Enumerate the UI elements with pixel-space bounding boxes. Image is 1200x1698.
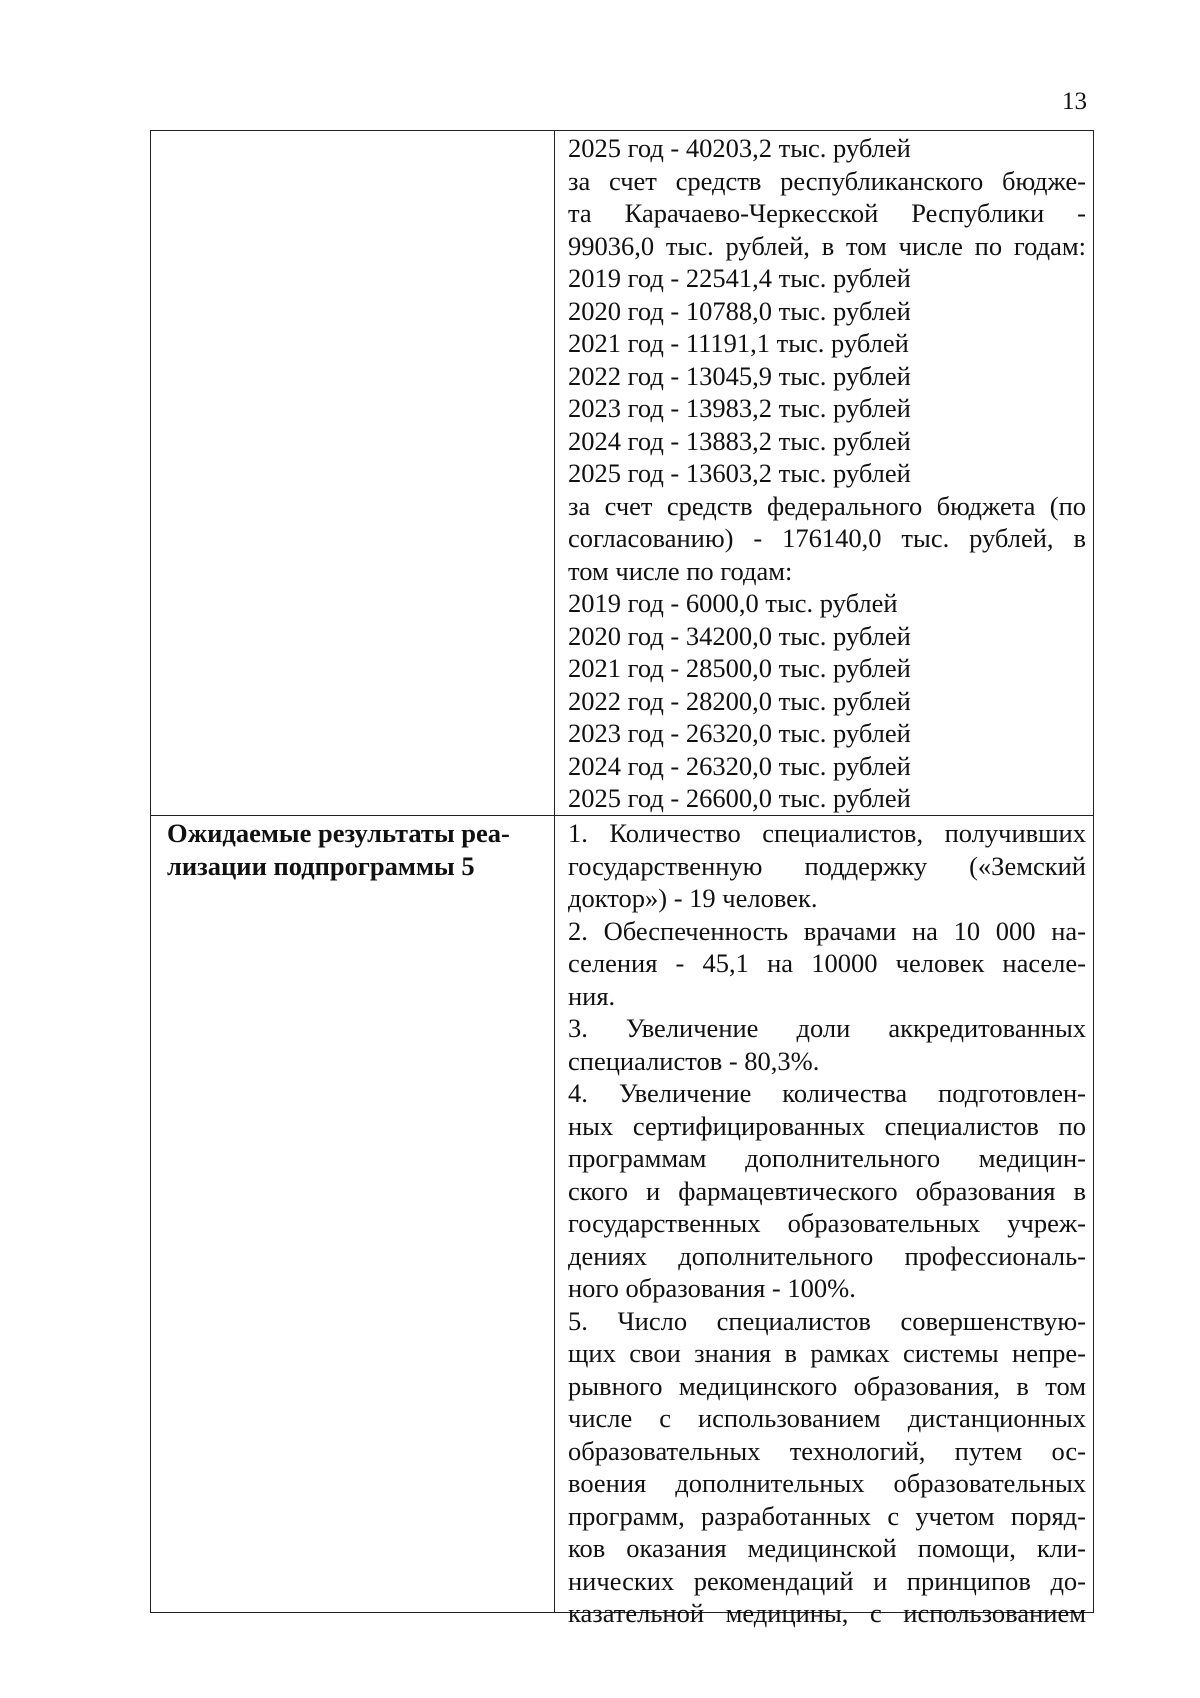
result-line: ского и фармацевтического образования в [568, 1175, 1086, 1206]
program-table [150, 130, 1094, 1628]
result-line: 4. Увеличение количества подготовлен- [568, 1078, 1086, 1108]
row-divider [151, 815, 1093, 816]
financing-line: 2024 год - 13883,2 тыс. рублей [568, 425, 911, 456]
financing-line: 2020 год - 10788,0 тыс. рублей [568, 295, 911, 326]
result-line: 1. Количество специалистов, получивших [568, 818, 1086, 848]
result-line: ных сертифицированных специалистов по [568, 1110, 1086, 1141]
result-line: специалистов - 80,3%. [568, 1045, 820, 1076]
financing-line: 2024 год - 26320,0 тыс. рублей [568, 750, 911, 781]
financing-line: 2025 год - 13603,2 тыс. рублей [568, 458, 911, 488]
financing-line: том числе по годам: [568, 555, 793, 586]
financing-line: 2021 год - 28500,0 тыс. рублей [568, 653, 911, 683]
financing-line: 2019 год - 6000,0 тыс. рублей [568, 588, 898, 618]
result-line: воения дополнительных образовательных [568, 1468, 1086, 1498]
financing-line: та Карачаево-Черкесской Республики - [568, 198, 1086, 228]
result-line: программам дополнительного медицин- [568, 1143, 1086, 1173]
financing-line: 2020 год - 34200,0 тыс. рублей [568, 620, 911, 651]
result-line: селения - 45,1 на 10000 человек населе- [568, 948, 1086, 978]
financing-line: 2022 год - 28200,0 тыс. рублей [568, 685, 911, 716]
financing-line: 2025 год - 26600,0 тыс. рублей [568, 783, 911, 813]
financing-line: 99036,0 тыс. рублей, в том числе по годам: [568, 230, 1086, 261]
result-line: 5. Число специалистов совершенствую- [568, 1305, 1086, 1336]
result-line: 3. Увеличение доли аккредитованных [568, 1013, 1086, 1043]
financing-line: согласованию) - 176140,0 тыс. рублей, в [568, 523, 1086, 553]
financing-line: 2025 год - 40203,2 тыс. рублей [568, 133, 911, 163]
result-line: образовательных технологий, путем ос- [568, 1435, 1086, 1466]
result-line: программ, разработанных с учетом поряд- [568, 1500, 1086, 1531]
expected-results-label-line: Ожидаемые результаты реа- [167, 818, 510, 848]
financing-line: 2019 год - 22541,4 тыс. рублей [568, 263, 911, 293]
result-line: дениях дополнительного профессиональ- [568, 1240, 1086, 1271]
financing-line: 2022 год - 13045,9 тыс. рублей [568, 360, 911, 391]
financing-line: 2023 год - 13983,2 тыс. рублей [568, 393, 911, 423]
financing-line: 2021 год - 11191,1 тыс. рублей [568, 328, 909, 358]
financing-line: за счет средств федерального бюджета (по [568, 490, 1086, 521]
page-number: 13 [1062, 88, 1087, 115]
result-line: рывного медицинского образования, в том [568, 1370, 1086, 1401]
financing-line: 2023 год - 26320,0 тыс. рублей [568, 718, 911, 748]
result-line: нических рекомендаций и принципов до- [568, 1565, 1086, 1596]
result-line: доктор») - 19 человек. [568, 883, 818, 913]
result-line: ного образования - 100%. [568, 1273, 856, 1303]
result-line: числе с использованием дистанционных [568, 1403, 1086, 1433]
expected-results-label-line: лизации подпрограммы 5 [167, 851, 475, 881]
financing-line: за счет средств республиканского бюдже- [568, 165, 1086, 196]
result-line: государственных образовательных учреж- [568, 1208, 1086, 1238]
result-line: щих свои знания в рамках системы непре- [568, 1338, 1086, 1368]
result-line: 2. Обеспеченность врачами на 10 000 на- [568, 915, 1086, 946]
result-line: государственную поддержку («Земский [568, 850, 1086, 881]
expected-results-cell [568, 817, 1086, 1630]
result-line: ния. [568, 980, 616, 1011]
financing-cell [568, 132, 1086, 815]
expected-results-label [167, 817, 547, 883]
result-line: ков оказания медицинской помощи, кли- [568, 1533, 1086, 1563]
column-divider [554, 131, 555, 1612]
result-line: казательной медицины, с использованием [568, 1598, 1086, 1628]
